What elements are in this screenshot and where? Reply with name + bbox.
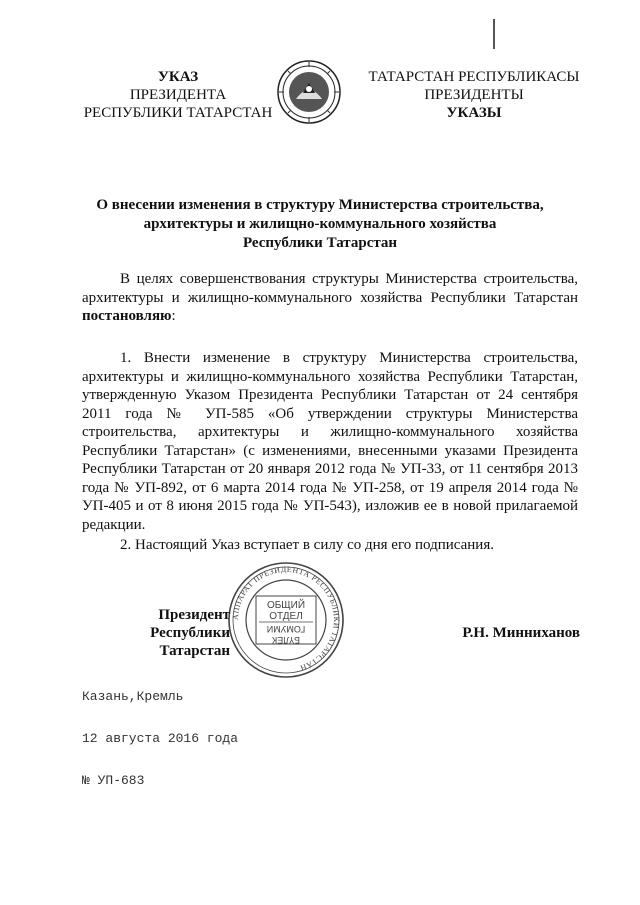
place-date-block	[82, 662, 238, 802]
stamp-center-line-2: ОТДЕЛ	[269, 611, 303, 622]
document-title	[90, 196, 550, 253]
header-left-line-2: ПРЕЗИДЕНТА	[129, 87, 227, 103]
header-left	[78, 68, 278, 122]
clause-1-paragraph	[82, 349, 578, 534]
date: 12 августа 2016 года	[82, 731, 239, 746]
preamble-paragraph	[82, 270, 578, 326]
preamble-text: В целях совершенствования структуры Министерства строительства, архитектуры и жилищно-коммунального хозяйства Республики Татарстан	[82, 271, 578, 306]
preamble-bold: постановляю	[82, 308, 172, 324]
clause-1-text: 1. Внести изменение в структуру Министерства строительства, архитектуры и жилищно-коммунального хозяйства Республики Татарстан, утвержденную Указом Президента Республики Татарстан от 24 сентября 2011 года № УП-585 «Об утверждении структуры Министерства строительства, архитектуры и жилищно-коммунального хозяйства Республики Татарстан» (с изменениями, внесенными указами Президента Республики Татарстан от 20 января 2012 года № УП-33, от 11 сентября 2013 года № УП-892, от 6 марта 2014 года № УП-258, от 19 апреля 2014 года № УП-405 и от 8 июня 2015 года № УП-543), изложив ее в новой прилагаемой редакции.	[82, 350, 578, 533]
signatory-position-line-2: Республики Татарстан	[150, 625, 230, 659]
header-right-line-3: УКАЗЫ	[446, 105, 502, 121]
signatory-position-line-1: Президент	[158, 607, 230, 623]
header-right-line-1: ТАТАРСТАН РЕСПУБЛИКАСЫ	[368, 69, 580, 85]
preamble-end: :	[171, 308, 176, 324]
stamp-ring-text: АППАРАТ ПРЕЗИДЕНТА РЕСПУБЛИКИ ТАТАРСТАН	[230, 564, 342, 673]
tatarstan-emblem-icon	[276, 59, 342, 125]
title-line-3: Республики Татарстан	[242, 235, 398, 251]
stamp-center-line-4: БҮЛЕК	[271, 635, 301, 645]
stamp-center-line-1: ОБЩИЙ	[266, 600, 306, 611]
header-left-line-1: УКАЗ	[157, 69, 199, 85]
signatory-name: Р.Н. Минниханов	[462, 625, 580, 641]
place: Казань,Кремль	[82, 689, 184, 704]
stamp-center-line-3: ГОМУМИ	[266, 624, 306, 634]
header-left-line-3: РЕСПУБЛИКИ ТАТАРСТАН	[83, 105, 273, 121]
signatory-position	[80, 606, 230, 660]
title-line-1: О внесении изменения в структуру Министерства строительства,	[96, 197, 544, 213]
official-stamp	[226, 560, 346, 680]
title-line-2: архитектуры и жилищно-коммунального хозяйства	[143, 216, 497, 232]
header-right	[366, 68, 582, 122]
decree-number: № УП-683	[82, 773, 145, 788]
scan-mark	[493, 19, 495, 49]
clause-2-paragraph	[82, 536, 578, 555]
clause-2-text: 2. Настоящий Указ вступает в силу со дня его подписания.	[120, 537, 494, 553]
header-right-line-2: ПРЕЗИДЕНТЫ	[424, 87, 524, 103]
